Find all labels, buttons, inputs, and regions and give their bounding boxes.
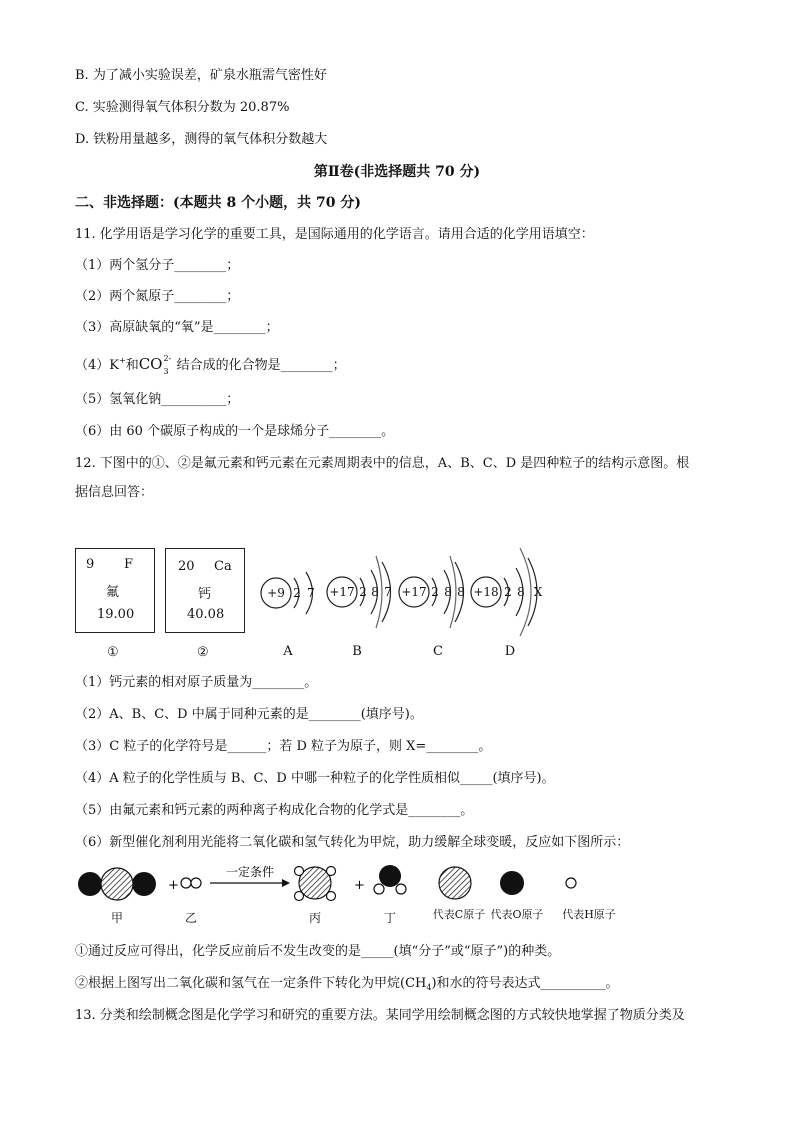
- b-shell-1-count: 2: [359, 585, 367, 599]
- reaction-diagram: [70, 856, 650, 928]
- label-bing: 丙: [308, 911, 322, 925]
- q12-item-5: （5）由氟元素和钙元素的两种离子构成化合物的化学式是________。: [75, 803, 474, 818]
- q11-stem: 11. 化学用语是学习化学的重要工具，是国际通用的化学语言。请用合适的化学用语填空：: [75, 227, 594, 242]
- q12-reaction-2-post: )和水的符号表达式__________。: [431, 976, 619, 991]
- h2o-molecule: [374, 865, 406, 894]
- section-title: 第Ⅱ卷(非选择题共 70 分): [313, 164, 481, 180]
- legend-o-atom-symbol: [500, 871, 524, 895]
- option-b: B. 为了减小实验误差，矿泉水瓶需气密性好: [75, 68, 327, 83]
- legend-o-atom: 代表O原子: [490, 908, 544, 921]
- q11-item-6: （6）由 60 个碳原子构成的一个是球烯分子________。: [75, 424, 395, 439]
- q12-stem-2: 据信息回答：: [75, 485, 154, 500]
- a-shell-1-count: 2: [293, 586, 301, 600]
- fluorine-mass: 19.00: [97, 607, 135, 622]
- reaction-arrow: [210, 879, 290, 887]
- d-shell-3-count: X: [533, 585, 543, 599]
- co2-molecule: [78, 868, 156, 900]
- legend-c-atom-symbol: [439, 867, 471, 899]
- a-shell-2-count: 7: [307, 586, 315, 600]
- b-shell-2-count: 8: [371, 585, 379, 599]
- label-ding: 丁: [383, 911, 397, 925]
- label-jia: 甲: [110, 911, 124, 925]
- q11-item-4-pre: （4）K: [75, 358, 119, 373]
- calcium-mass: 40.08: [187, 607, 225, 622]
- particle-label-c: C: [433, 644, 443, 659]
- d-shell-2-count: 8: [517, 585, 525, 599]
- calcium-number: 20: [178, 559, 195, 574]
- plus-sign-1: +: [168, 878, 179, 893]
- calcium-symbol: Ca: [214, 559, 232, 574]
- nucleus-a-charge: +9: [267, 586, 285, 600]
- particle-diagrams: [250, 540, 560, 660]
- q11-item-3: （3）高原缺氧的“氧”是________；: [75, 320, 279, 335]
- nucleus-d-charge: +18: [473, 585, 499, 599]
- part-heading: 二、非选择题：(本题共 8 个小题，共 70 分): [75, 195, 361, 211]
- reaction-condition: 一定条件: [225, 865, 275, 879]
- fluorine-name: 氟: [106, 585, 120, 600]
- d-shell-1-count: 2: [504, 585, 512, 599]
- legend-c-atom: 代表C原子: [432, 908, 486, 921]
- q12-item-4: （4）A 粒子的化学性质与 B、C、D 中哪一种粒子的化学性质相似_____(填序号)。: [75, 771, 555, 786]
- carbonate-formula: CO: [138, 355, 163, 373]
- element-label-2: ②: [197, 645, 209, 660]
- option-c: C. 实验测得氧气体积分数为 20.87%: [75, 100, 290, 115]
- q12-item-1: （1）钙元素的相对原子质量为________。: [75, 675, 318, 690]
- q11-item-5: （5）氢氧化钠__________；: [75, 392, 240, 407]
- q11-item-4-post: 结合成的化合物是________；: [172, 358, 346, 373]
- particle-label-b: B: [352, 644, 362, 659]
- element-card-calcium: [165, 548, 245, 633]
- carbonate-subscript: 3: [163, 367, 169, 376]
- fluorine-number: 9: [86, 557, 95, 572]
- plus-sign-2: +: [354, 878, 365, 893]
- legend-h-atom-symbol: [566, 878, 576, 888]
- nucleus-c-charge: +17: [401, 585, 427, 599]
- q12-reaction-1: ①通过反应可得出，化学反应前后不发生改变的是_____(填“分子”或“原子”)的种类。: [75, 944, 561, 959]
- q12-item-3: （3）C 粒子的化学符号是______；若 D 粒子为原子，则 X=________。: [75, 739, 492, 754]
- c-shell-1-count: 2: [431, 585, 439, 599]
- q12-item-2: （2）A、B、C、D 中属于同种元素的是________(填序号)。: [75, 707, 423, 722]
- q12-reaction-2: [75, 976, 619, 996]
- fluorine-symbol: F: [124, 557, 134, 572]
- q11-item-4: [75, 353, 346, 374]
- h2-molecule: [181, 878, 201, 888]
- carbonate-charge: 2-: [163, 354, 172, 363]
- legend-h-atom: 代表H原子: [562, 908, 616, 921]
- q12-stem-1: 12. 下图中的①、②是氟元素和钙元素在元素周期表中的信息，A、B、C、D 是四种粒子的结构示意图。根: [75, 456, 690, 471]
- calcium-name: 钙: [198, 587, 212, 602]
- c-shell-2-count: 8: [444, 585, 452, 599]
- particle-label-d: D: [504, 644, 516, 659]
- element-card-fluorine: [75, 548, 155, 633]
- q11-item-1: （1）两个氢分子________；: [75, 258, 240, 273]
- k-charge: +: [118, 356, 126, 365]
- label-yi: 乙: [184, 911, 198, 925]
- q12-reaction-2-pre: ②根据上图写出二氧化碳和氢气在一定条件下转化为甲烷(CH: [75, 976, 427, 991]
- nucleus-b-charge: +17: [329, 585, 355, 599]
- particle-label-a: A: [283, 644, 293, 659]
- ch4-molecule: [295, 867, 336, 901]
- b-shell-3-count: 7: [384, 585, 392, 599]
- element-label-1: ①: [107, 645, 119, 660]
- q11-item-2: （2）两个氮原子________；: [75, 289, 240, 304]
- ch4-subscript: 4: [426, 983, 432, 992]
- c-shell-3-count: 8: [457, 585, 465, 599]
- q11-item-4-and: 和: [125, 358, 139, 373]
- q12-item-6: （6）新型催化剂利用光能将二氧化碳和氢气转化为甲烷，助力缓解全球变暖，反应如下图所示：: [75, 835, 630, 850]
- option-d: D. 铁粉用量越多，测得的氧气体积分数越大: [75, 132, 328, 147]
- carbonate-index: [162, 354, 172, 376]
- q13-stem: 13. 分类和绘制概念图是化学学习和研究的重要方法。某同学用绘制概念图的方式较快地掌握了物质分类及: [75, 1008, 685, 1023]
